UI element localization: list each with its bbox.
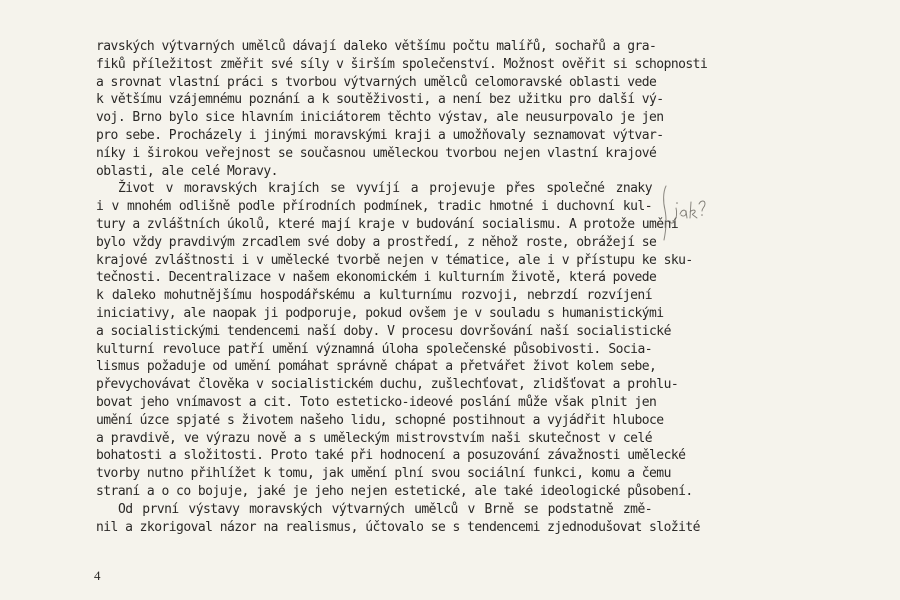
text-line: nil a zkorigoval názor na realismus, účtovalo se s tendencemi zjednodušovat složité — [96, 519, 700, 535]
handwritten-margin-note — [660, 178, 720, 258]
text-line: krajové zvláštnosti i v umělecké tvorbě nejen v tématice, ale i v přístupu ke sku- — [96, 252, 693, 268]
text-line: bovat jeho vnímavost a cit. Toto esteticko-ideové poslání může však plnit jen — [96, 394, 657, 410]
paragraph-2 — [96, 180, 693, 500]
text-line: ravských výtvarných umělců dávají daleko většímu počtu malířů, sochařů a gra- — [96, 39, 657, 54]
text-line: Život v moravských krajích se vyvíjí a projevuje přes společné znaky — [118, 181, 652, 197]
text-line: kulturní revoluce patří umění významná úloha společenské působivosti. Socia- — [96, 341, 652, 357]
text-line: straní a o co bojuje, jaké je jeho nejen estetické, ale také ideologické působení. — [96, 483, 693, 499]
text-line: pro sebe. Procházely i jinými moravskými kraji a umožňovaly seznamovat výtvar- — [96, 127, 664, 143]
text-line: bylo vždy pravdivým zrcadlem své doby a prostředí, z něhož roste, obrážejí se — [96, 234, 657, 250]
page-number: 4 — [94, 568, 101, 583]
text-line: bohatosti a složitosti. Proto také při hodnocení a posuzování závažnosti umělecké — [96, 448, 686, 464]
text-line: tečnosti. Decentralizace v našem ekonomickém i kulturním životě, která povede — [96, 270, 657, 286]
text-line: převychovávat člověka v socialistickém duchu, zušlechťovat, zlidšťovat a prohlu- — [96, 377, 679, 393]
text-line: tvorby nutno přihlížet k tomu, jak umění plní svou sociální funkci, komu a čemu — [96, 466, 671, 482]
text-line: Od první výstavy moravských výtvarných umělců v Brně se podstatně změ- — [118, 501, 652, 517]
text-line: i v mnohém odlišně podle přírodních podmínek, tradic hmotné i duchovní kul- — [96, 199, 652, 215]
text-line: k většímu vzájemnému poznání a k soutěživosti, a není bez užitku pro další vý- — [96, 92, 664, 108]
text-line: iniciativy, ale naopak ji podporuje, pokud ovšem je v souladu s humanistickými — [96, 305, 664, 321]
text-line: voj. Brno bylo sice hlavním iniciátorem těchto výstav, ale neusurpovalo je jen — [96, 110, 664, 126]
text-line: k daleko mohutnějšímu hospodářskému a kulturnímu rozvoji, nebrzdí rozvíjení — [96, 288, 652, 304]
text-line: umění úzce spjaté s životem našeho lidu, schopné postihnout a vyjádřit hluboce — [96, 412, 664, 428]
pencil-bracket-icon — [660, 178, 720, 258]
text-line: oblasti, ale celé Moravy. — [96, 163, 278, 179]
text-line: fiků příležitost změřit své síly v širším společenství. Možnost ověřit si schopnosti — [96, 56, 708, 72]
body-text — [96, 38, 708, 536]
text-line: lismus požaduje od umění pomáhat správně chápat a přetvářet život kolem sebe, — [96, 359, 657, 375]
text-line: a pravdivě, ve výrazu nově a s uměleckým mistrovstvím naši skutečnost v celé — [96, 430, 652, 446]
text-line: a socialistickými tendencemi naší doby. V procesu dovršování naší socialistické — [96, 323, 671, 339]
text-line: a srovnat vlastní práci s tvorbou výtvarných umělců celomoravské oblasti vede — [96, 74, 657, 90]
text-line: tury a zvláštních úkolů, které mají kraje v budování socialismu. A protože umění — [96, 216, 679, 232]
paragraph-3 — [96, 501, 700, 537]
paragraph-1 — [96, 38, 708, 180]
text-line: níky i širokou veřejnost se současnou uměleckou tvorbou nejen vlastní krajové — [96, 145, 657, 161]
